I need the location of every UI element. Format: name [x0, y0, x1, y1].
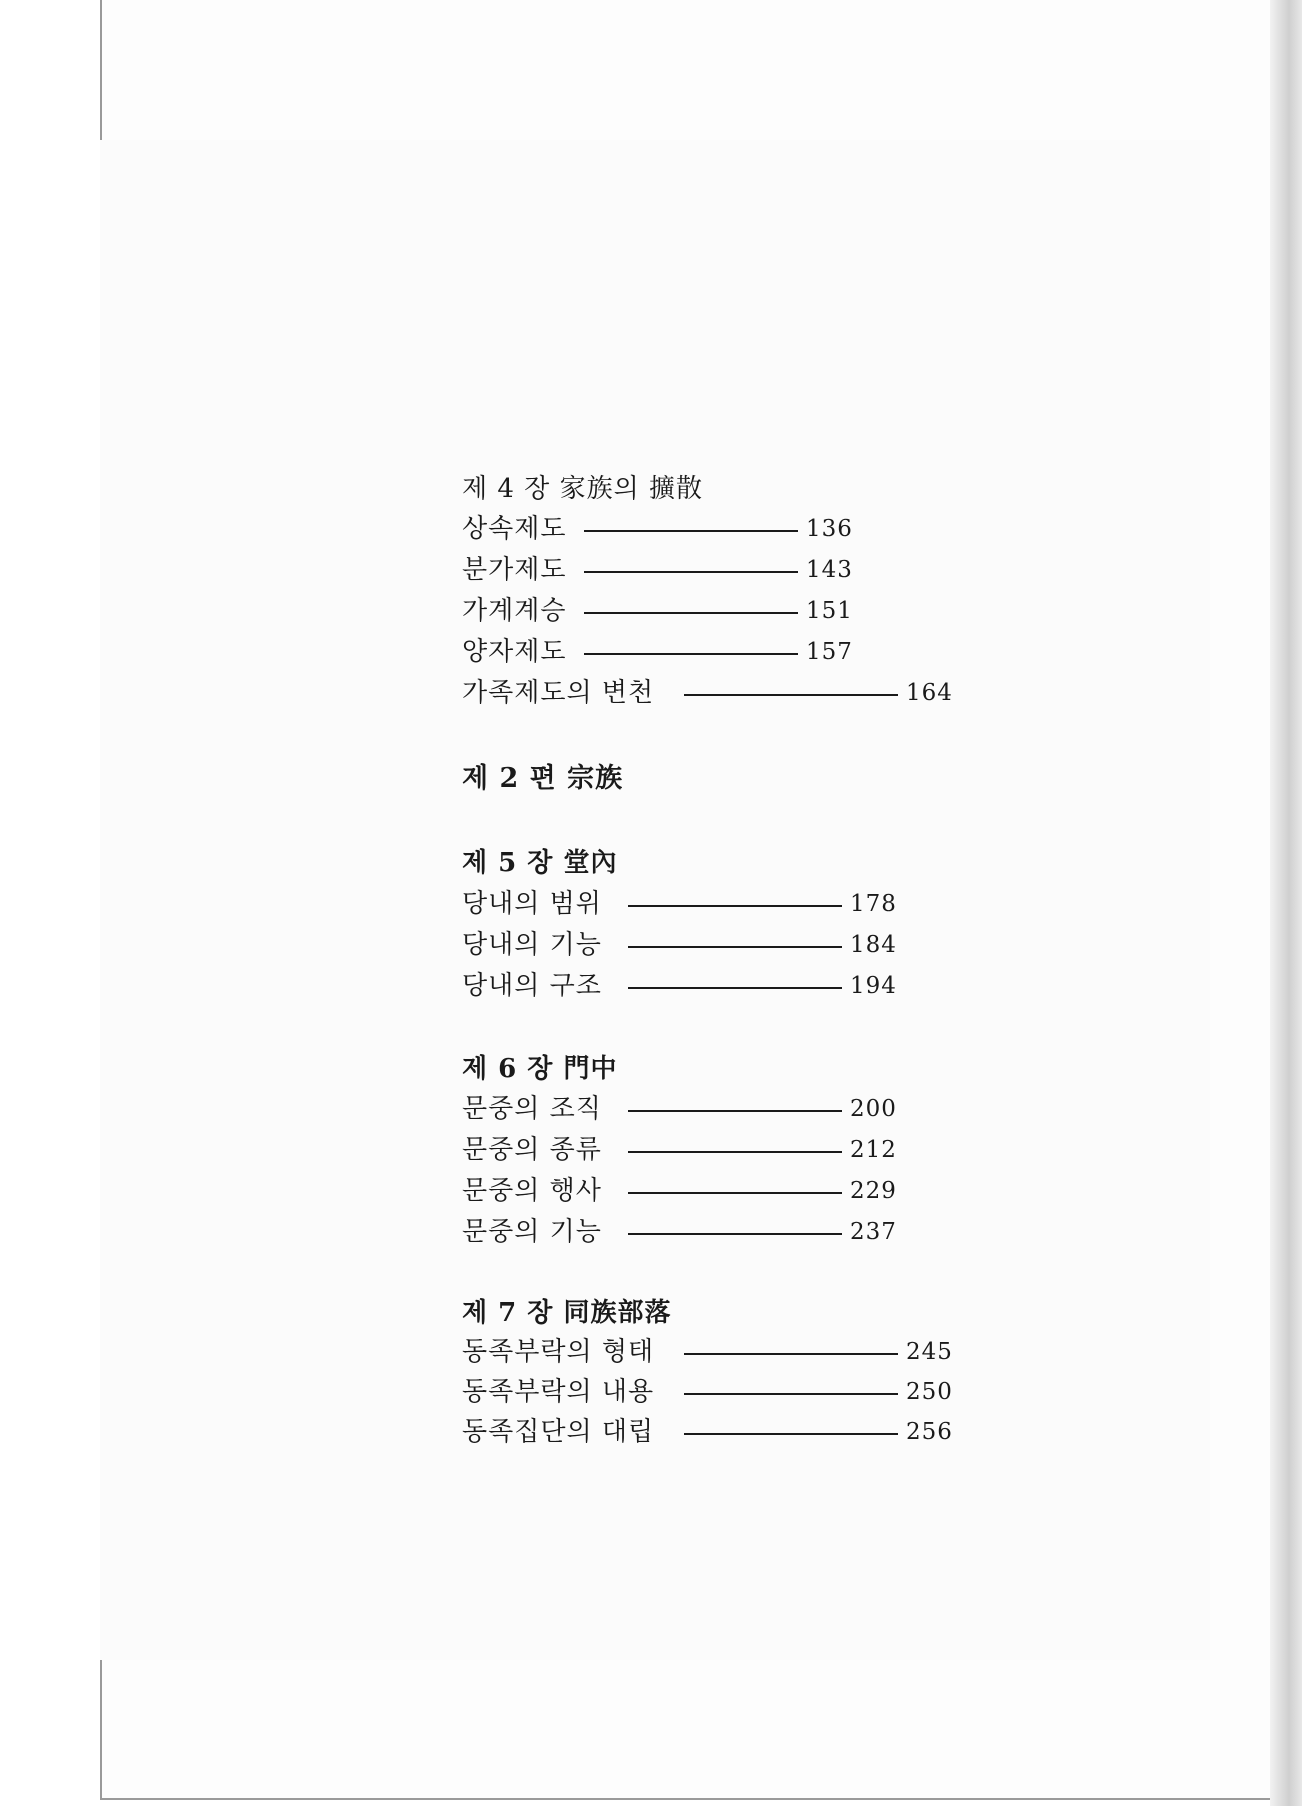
leader-line: [684, 1433, 898, 1435]
toc-entry-page: 157: [806, 639, 853, 665]
leader-line: [584, 571, 798, 573]
toc-entry-page: 184: [850, 932, 897, 958]
toc-entry-page: 143: [806, 557, 853, 583]
leader-line: [628, 946, 842, 948]
leader-line: [684, 1353, 898, 1355]
leader-line: [628, 987, 842, 989]
toc-entry-title: 분가제도: [462, 555, 567, 585]
leader-line: [584, 530, 798, 532]
toc-entry-title: 문중의 종류: [462, 1135, 602, 1165]
toc-entry-title: 당내의 기능: [462, 930, 602, 960]
chapter-6-heading: 제 6 장 門中: [462, 1054, 618, 1084]
toc-entry-page: 250: [906, 1379, 953, 1405]
toc-entry-page: 237: [850, 1219, 897, 1245]
toc-entry-page: 194: [850, 973, 897, 999]
leader-line: [584, 653, 798, 655]
toc-entry-page: 178: [850, 891, 897, 917]
chapter-7-heading: 제 7 장 同族部落: [462, 1298, 672, 1328]
toc-entry-title: 동족부락의 내용: [462, 1377, 655, 1407]
toc-entry-page: 136: [806, 516, 853, 542]
leader-line: [628, 1192, 842, 1194]
toc-entry-title: 당내의 구조: [462, 971, 602, 1001]
leader-line: [628, 905, 842, 907]
toc-entry-title: 가계계승: [462, 596, 567, 626]
toc-entry-page: 256: [906, 1419, 953, 1445]
leader-line: [628, 1110, 842, 1112]
toc-entry-page: 212: [850, 1137, 897, 1163]
leader-line: [684, 1393, 898, 1395]
leader-line: [628, 1151, 842, 1153]
toc-entry-page: 200: [850, 1096, 897, 1122]
toc-entry-title: 동족집단의 대립: [462, 1417, 655, 1447]
toc-entry-title: 가족제도의 변천: [462, 678, 655, 708]
toc-entry-title: 양자제도: [462, 637, 567, 667]
toc-entry-title: 문중의 기능: [462, 1217, 602, 1247]
leader-line: [628, 1233, 842, 1235]
toc-entry-page: 245: [906, 1339, 953, 1365]
chapter-4-heading: 제 4 장 家族의 擴散: [462, 474, 703, 504]
leader-line: [684, 694, 898, 696]
toc-entry-page: 164: [906, 680, 953, 706]
toc-entry-title: 상속제도: [462, 514, 567, 544]
toc-entry-page: 229: [850, 1178, 897, 1204]
toc-entry-title: 문중의 행사: [462, 1176, 602, 1206]
leader-line: [584, 612, 798, 614]
toc-entry-title: 당내의 범위: [462, 889, 602, 919]
chapter-5-heading: 제 5 장 堂內: [462, 848, 618, 878]
part-2-heading: 제 2 편 宗族: [462, 763, 624, 794]
toc-entry-title: 문중의 조직: [462, 1094, 602, 1124]
toc-entry-page: 151: [806, 598, 853, 624]
toc-entry-title: 동족부락의 형태: [462, 1337, 655, 1367]
